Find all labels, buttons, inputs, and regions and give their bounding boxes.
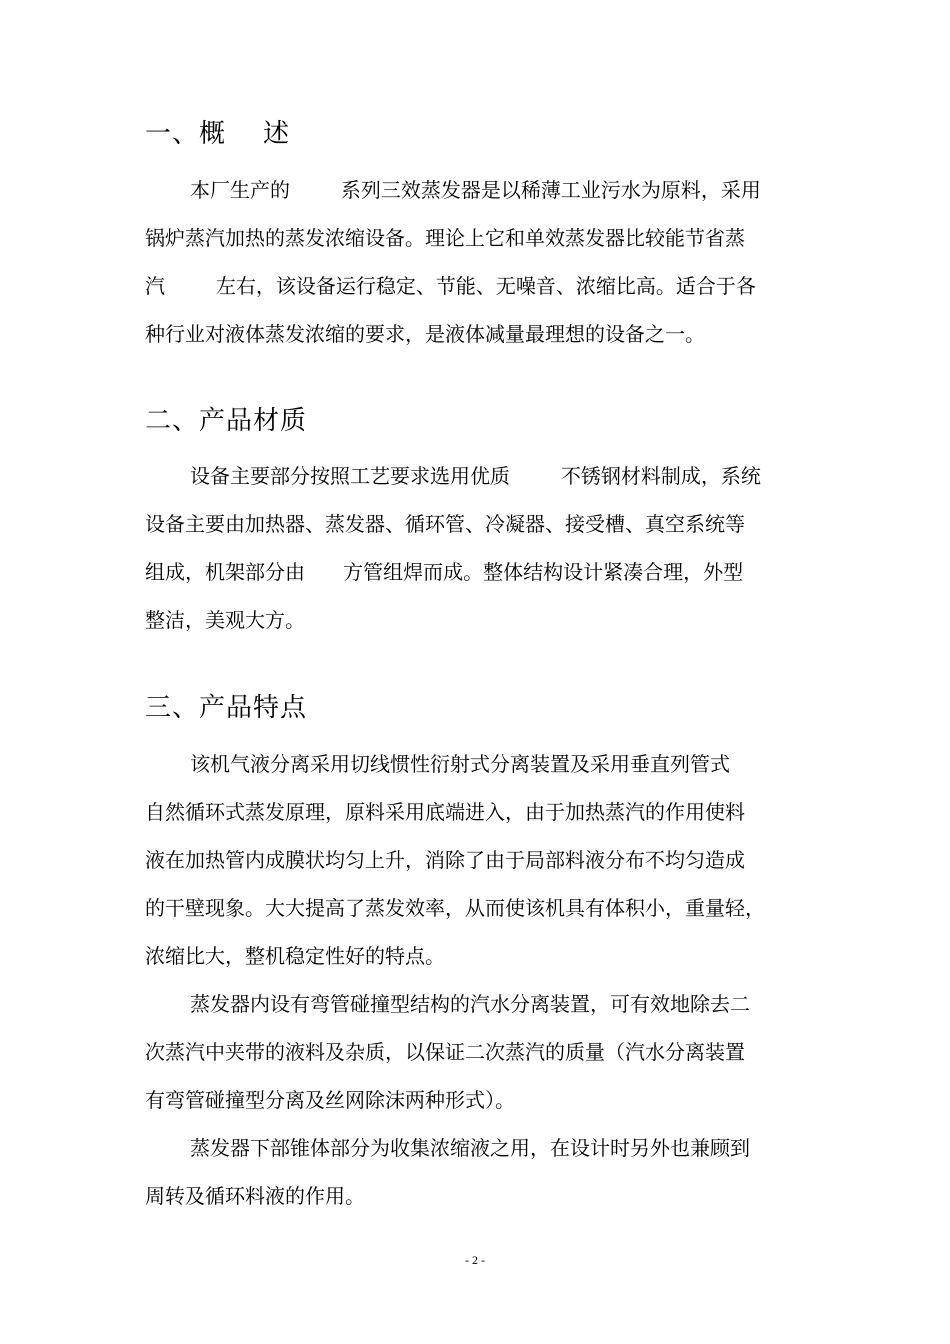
paragraph-line: 浓缩比大，整机稳定性好的特点。 (145, 944, 445, 968)
paragraph-line: 蒸发器下部锥体部分为收集浓缩液之用，在设计时另外也兼顾到 (190, 1136, 750, 1160)
section-heading-overview: 一、概 述 (145, 119, 291, 149)
paragraph-line: 本厂生产的 系列三效蒸发器是以稀薄工业污水为原料，采用 (190, 178, 761, 202)
paragraph-line: 有弯管碰撞型分离及丝网除沫两种形式）。 (145, 1088, 515, 1112)
paragraph-line: 该机气液分离采用切线惯性衍射式分离装置及采用垂直列管式 (190, 752, 730, 776)
paragraph-line: 周转及循环料液的作用。 (145, 1184, 365, 1208)
paragraph-line: 设备主要由加热器、蒸发器、循环管、冷凝器、接受槽、真空系统等 (145, 512, 745, 536)
section-heading-features: 三、产品特点 (145, 693, 308, 723)
section-heading-material: 二、产品材质 (145, 406, 308, 436)
paragraph-line: 种行业对液体蒸发浓缩的要求，是液体减量最理想的设备之一。 (145, 322, 705, 346)
paragraph-line: 整洁，美观大方。 (145, 608, 305, 632)
paragraph-line: 锅炉蒸汽加热的蒸发浓缩设备。理论上它和单效蒸发器比较能节省蒸 (145, 226, 745, 250)
page-number: - 2 - (465, 1253, 485, 1267)
paragraph-line: 自然循环式蒸发原理，原料采用底端进入，由于加热蒸汽的作用使料 (145, 800, 745, 824)
paragraph-line: 蒸发器内设有弯管碰撞型结构的汽水分离装置，可有效地除去二 (190, 992, 750, 1016)
paragraph-line: 的干壁现象。大大提高了蒸发效率，从而使该机具有体积小，重量轻， (145, 896, 765, 920)
paragraph-line: 汽 左右，该设备运行稳定、节能、无噪音、浓缩比高。适合于各 (145, 274, 756, 298)
paragraph-line: 组成，机架部分由 方管组焊而成。整体结构设计紧凑合理，外型 (145, 560, 744, 584)
paragraph-line: 液在加热管内成膜状均匀上升，消除了由于局部料液分布不均匀造成 (145, 848, 745, 872)
paragraph-line: 设备主要部分按照工艺要求选用优质 不锈钢材料制成，系统 (190, 464, 761, 488)
paragraph-line: 次蒸汽中夹带的液料及杂质，以保证二次蒸汽的质量（汽水分离装置 (145, 1040, 745, 1064)
